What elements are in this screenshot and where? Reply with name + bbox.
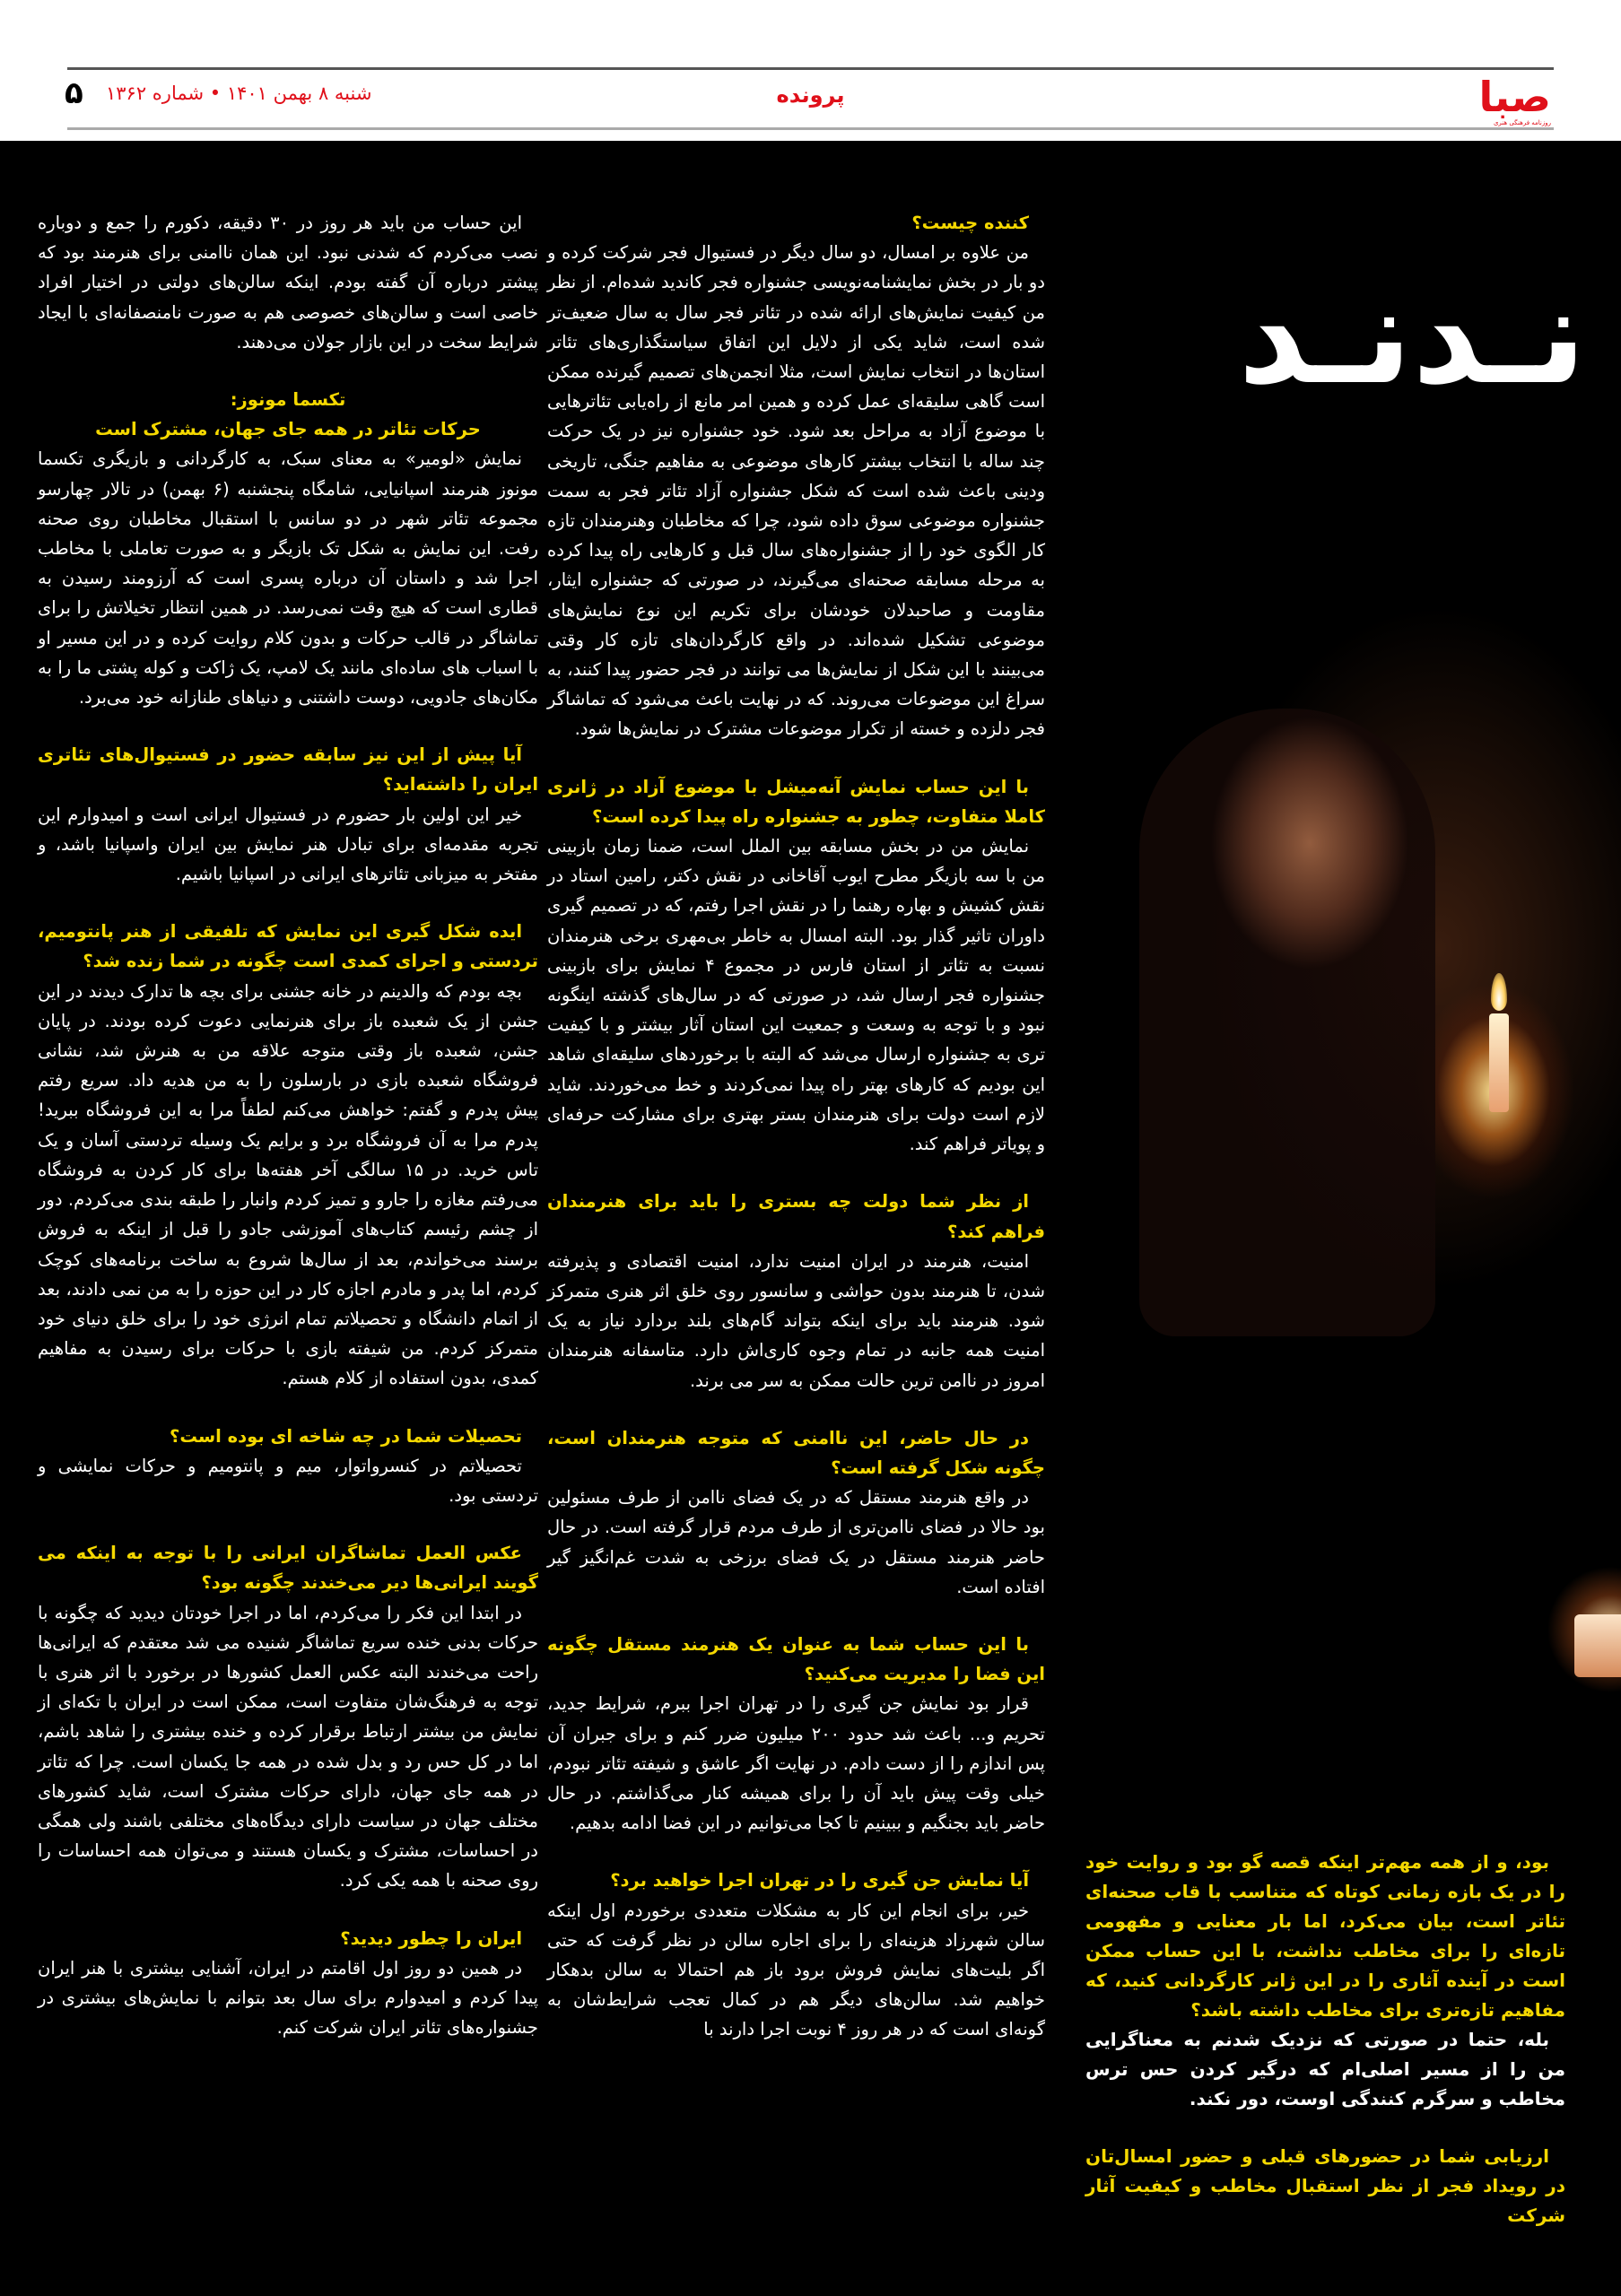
article-column-middle (547, 208, 1045, 2045)
question-heading: ارزیابی شما در حضورهای قبلی و حضور امسال‌تان در رویداد فجر از نظر استقبال مخاطب و کیفیت آثار شرکت (1085, 2145, 1565, 2226)
question-heading: آیا نمایش جن گیری را در تهران اجرا خواهید برد؟ (610, 1870, 1029, 1892)
header-rule-top (67, 67, 1554, 70)
answer-paragraph: تحصیلاتم در کنسرواتوار، میم و پانتومیم و حرکات نمایشی و تردستی بود. (38, 1455, 538, 1506)
headline-fragment: نـدنـد (1238, 258, 1587, 414)
section-name: پرونده (776, 83, 845, 108)
logo-subtitle: روزنامه فرهنگی هنری (1493, 119, 1551, 126)
article-column-right (1085, 1848, 1565, 2231)
answer-paragraph: در واقع هنرمند مستقل که در یک فضای ناامن از طرف مسئولین بود حالا در فضای ناامن‌تری از طرف مردم قرار گرفته است. در حال حاضر هنرمند مستقل در یک فضای برزخی به شدت غم‌انگیز گیر افتاده است. (547, 1487, 1045, 1597)
page-number: ۵ (65, 75, 83, 111)
answer-paragraph: در همین دو روز اول اقامتم در ایران، آشنایی بیشتری با هنر ایران پیدا کردم و امیدوارم برای سال بعد بتوانم با نمایش‌های بیشتری در جشنواره‌های تئاتر ایران شرکت کنم. (38, 1957, 538, 2039)
answer-paragraph: بله، حتما در صورتی که نزدیک شدنم به معناگرایی من را از مسیر اصلی‌ام که درگیر کردن حس ترس مخاطب و سرگرم کنندگی اوست، دور نکند. (1085, 2029, 1565, 2109)
header-rule-bottom (67, 127, 1554, 130)
question-heading: با این حساب شما به عنوان یک هنرمند مستقل چگونه این فضا را مدیریت می‌کنید؟ (547, 1633, 1045, 1685)
photo-candle (1489, 1013, 1509, 1112)
article-column-left (38, 208, 538, 2042)
answer-paragraph: در ابتدا این فکر را می‌کردم، اما در اجرا خودتان دیدید که چگونه با حرکات بدنی خنده سریع تماشاگر شنیده می شد معتقدم که ایرانی‌ها راحت می‌خندند البته عکس العمل کشورها در برخورد با اثر هنری با توجه به فرهنگ‌شان متفاوت است، ممکن است در ایران با تکه‌ای از نمایش من بیشتر ارتباط برقرار کرده و خنده بیشتری را شاهد باشم، اما در کل حس رد و بدل شده در همه جا یکسان است. چرا که تئاتر در همه جای جهان، دارای حرکات مشترک است، شاید کشورهای مختلف جهان در سیاست دارای دیدگاه‌های مختلفی باشند ولی همگی در احساسات، مشترک و یکسان هستند و می‌توان همه احساسات را روی صحنه با همه یکی کرد. (38, 1602, 538, 1892)
answer-paragraph: امنیت، هنرمند در ایران امنیت ندارد، امنیت اقتصادی و پذیرفته شدن، تا هنرمند بدون حواشی و سانسور روی خلق اثر هنری متمرکز شود. هنرمند باید برای اینکه بتواند گام‌های بلند بردارد نیاز به یک امنیت همه جانبه در تمام وجوه کاری‌اش دارد. متاسفانه هنرمندان امروز در ناامن ترین حالت ممکن به سر می برند. (547, 1250, 1045, 1391)
answer-paragraph: قرار بود نمایش جن گیری را در تهران اجرا ببرم، شرایط جدید، تحریم و... باعث شد حدود ۲۰۰ میلیون ضرر کنم و برای جبران آن پس اندازم را از دست دادم. در نهایت اگر عاشق و شیفته تئاتر نبودم، خیلی وقت پیش باید آن را برای همیشه کنار می‌گذاشتم. در حال حاضر باید بجنگیم و ببینیم تا کجا می‌توانیم در این فضا ادامه بدهیم. (547, 1693, 1045, 1834)
question-heading: عکس العمل تماشاگران ایرانی را با توجه به اینکه می گویند ایرانی‌ها دیر می‌خندند چگونه بود؟ (38, 1543, 538, 1594)
subheading-title: حرکات تئاتر در همه جای جهان، مشترک است (95, 419, 481, 440)
answer-paragraph: این حساب من باید هر روز در ۳۰ دقیقه، دکورم را جمع و دوباره نصب می‌کردم که شدنی نبود. این همان ناامنی برای هنرمند بود که پیشتر درباره آن گفته بودم. اینکه سالن‌های دولتی در اختیار افراد خاصی است و سالن‌های خصوصی هم به صورت نامنصفانه‌ای با ایجاد شرایط سخت در این بازار جولان می‌دهند. (38, 213, 538, 352)
dateline: شنبه ۸ بهمن ۱۴۰۱ • شماره ۱۳۶۲ (106, 83, 372, 104)
answer-paragraph: بچه بودم که والدینم در خانه جشنی برای بچه ها تدارک دیدند در این جشن از یک شعبده باز برای هنرنمایی دعوت کرده بودند. در پایان جشن، شعبده باز وقتی متوجه علاقه من به هنرش شد، نشانی فروشگاه شعبده بازی در بارسلون را به من هدیه داد. سریع رفتم پیش پدرم و گفتم: خواهش می‌کنم لطفاً مرا به این فروشگاه ببرید! پدرم مرا به آن فروشگاه برد و برایم یک وسیله تردستی آسان و یک تاس خرید. در ۱۵ سالگی آخر هفته‌ها برای کار کردن به فروشگاه می‌رفتم مغازه را جارو و تمیز کردم وانبار را طبقه بندی می‌کردم. دور از چشم رئیسم کتاب‌های آموزشی جادو را قبل از اینکه به فروش برسند می‌خواندم، بعد از سال‌ها شروع به ساخت برنامه‌های کوچک کردم، اما پدر و مادرم اجازه کار در این حوزه را به من نمی دادند، بعد از اتمام دانشگاه و تحصیلاتم تمام انرژی خود را برای خلق دنیای خود متمرکز کردم. من شیفته بازی با حرکات برای رسیدن به مفاهیم کمدی، بدون استفاده از کلام هستم. (38, 980, 538, 1389)
answer-paragraph: من علاوه بر امسال، دو سال دیگر در فستیوال فجر شرکت کرده و دو بار در بخش نمایشنامه‌نویسی جشنواره فجر کاندید شده‌ام. از نظر من کیفیت نمایش‌های ارائه شده در تئاتر فجر سال به سال ضعیف‌تر شده است، شاید یکی از دلایل این اتفاق سیاستگذاری‌های تئاتر استان‌ها در انتخاب نمایش است، مثلا انجمن‌های تصمیم گیرنده ممکن است گاهی سلیقه‌ای عمل کرده و همین امر مانع از راه‌یابی تئاترهایی با موضوع آزاد به مراحل بعد شود. خود جشنواره نیز در یک حرکت چند ساله با انتخاب بیشتر کارهای موضوعی به مفاهیم جنگی، تاریخی ودینی باعث شده است که شکل جشنواره آزاد تئاتر فجر به سمت جشنواره موضوعی سوق داده شود، چرا که مخاطبان وهنرمندان تازه کار الگوی خود را از جشنواره‌های سال قبل و کارهایی راه پیدا کرده به مرحله مسابقه صحنه‌ای می‌گیرند، در صورتی که جشنواره ایثار، مقاومت و صاحبدلان خودشان برای تکریم این نوع نمایش‌های موضوعی تشکیل شده‌اند. در واقع کارگردان‌های تازه کار وقتی می‌بینند با این شکل از نمایش‌ها می توانند در فجر حضور پیدا کنند، به سراغ این موضوعات می‌روند. که در نهایت باعث می‌شود که تماشاگر فجر دلزده و خسته از تکرار موضوعات مشترک در نمایش‌ها شود. (547, 242, 1045, 740)
subheading-name: تکسما مونوز: (230, 389, 346, 411)
question-heading: از نظر شما دولت چه بستری را باید برای هنرمندان فراهم کند؟ (547, 1191, 1045, 1242)
question-heading: ایده شکل گیری این نمایش که تلفیقی از هنر پانتومیم، تردستی و اجرای کمدی است چگونه در شما زنده شد؟ (38, 921, 538, 972)
question-heading: کننده چیست؟ (911, 213, 1029, 233)
answer-paragraph: نمایش من در بخش مسابقه بین الملل است، ضمنا زمان بازبینی من با سه بازیگر مطرح ایوب آقاخانی در نقش دکتر، رامین استاد در نقش کشیش و بهاره رهنما را در نقش اجرا رفتم، که در تصمیم گیری داوران تاثیر گذار بود. البته امسال به خاطر بی‌مهری برخی هنرمندان نسبت به تئاتر از استان فارس در مجموع ۴ نمایش برای بازبینی جشنواره فجر ارسال شد، در صورتی که در سال‌های گذشته اینگونه نبود و با توجه به وسعت و جمعیت این استان آثار بیشتر و با کیفیت تری به جشنواره ارسال می‌شد که البته با برخوردهای سلیقه‌ای شاهد این بودیم که کارهای بهتر راه پیدا نمی‌کردند و خط می‌خوردند. شاید لازم است دولت برای هنرمندان بستر بهتری برای مشارکت حرفه‌ای و پویاتر فراهم کند. (547, 836, 1045, 1155)
newspaper-logo: صبا (1478, 73, 1551, 121)
answer-paragraph: خیر این اولین بار حضورم در فستیوال ایرانی است و امیدوارم این تجربه مقدمه‌ای برای تبادل هنر نمایش بین ایران واسپانیا باشد، و مفتخر به میزبانی تئاترهای ایرانی در اسپانیا باشیم. (38, 804, 538, 885)
photo-candle-background (1574, 1614, 1621, 1677)
question-heading: بود، و از همه مهم‌تر اینکه قصه گو بود و روایت خود را در یک بازه زمانی کوتاه که متناسب با قاب صحنه‌ای تئاتر است، بیان می‌کرد، اما بار معنایی و مفهومی تازه‌ای را برای مخاطب نداشت، با این حساب ممکن است در آینده آثاری را در این ژانر کارگردانی کنید، که مفاهیم تازه‌تری برای مخاطب داشته باشد؟ (1085, 1851, 1565, 2021)
question-heading: با این حساب نمایش آنه‌میشل با موضوع آزاد در ژانری کاملا متفاوت، چطور به جشنواره راه پیدا کرده است؟ (547, 776, 1045, 827)
answer-paragraph: خیر، برای انجام این کار به مشکلات متعددی برخوردم اول اینکه سالن شهرزاد هزینه‌ای را برای اجاره سالن در نظر گرفت که حتی اگر بلیت‌های نمایش فروش برود باز هم احتمالا به سالن بدهکار خواهیم شد. سالن‌های دیگر هم در کمال تعجب شرایط‌شان به گونه‌ای است که در هر روز ۴ نوبت اجرا دارند با (547, 1900, 1045, 2040)
page-header (0, 0, 1621, 141)
question-heading: ایران را چطور دیدید؟ (340, 1927, 522, 1949)
question-heading: تحصیلات شما در چه شاخه ای بوده است؟ (170, 1425, 522, 1447)
question-heading: در حال حاضر، این ناامنی که متوجه هنرمندان است، چگونه شکل گرفته است؟ (547, 1427, 1045, 1478)
answer-paragraph: نمایش «لومیر» به معنای سبک، به کارگردانی و بازیگری تکسما مونوز هنرمند اسپانیایی، شامگاه پنجشنبه (۶ بهمن) در تالار چهارسو مجموعه تئاتر شهر در دو سانس با استقبال مخاطبان روی صحنه رفت. این نمایش به شکل تک بازیگر و به صورت تعاملی با مخاطب اجرا شد و داستان آن درباره پسری است که آرزومند رسیدن به قطاری است که هیچ وقت نمی‌رسد. در همین انتظار تخیلاتش را برای تماشاگر در قالب حرکات و بدون کلام روایت کرده و در این مسیر او با اسباب های ساده‌ای مانند یک لامپ، یک ژاکت و کوله پشتی ما را به مکان‌های جادویی، دوست داشتنی و دنیاهای طنازانه خود می‌برد. (38, 448, 538, 709)
question-heading: آیا پیش از این نیز سابقه حضور در فستیوال‌های تئاتری ایران را داشته‌اید؟ (38, 744, 538, 796)
photo-woman-figure (1139, 709, 1435, 1336)
